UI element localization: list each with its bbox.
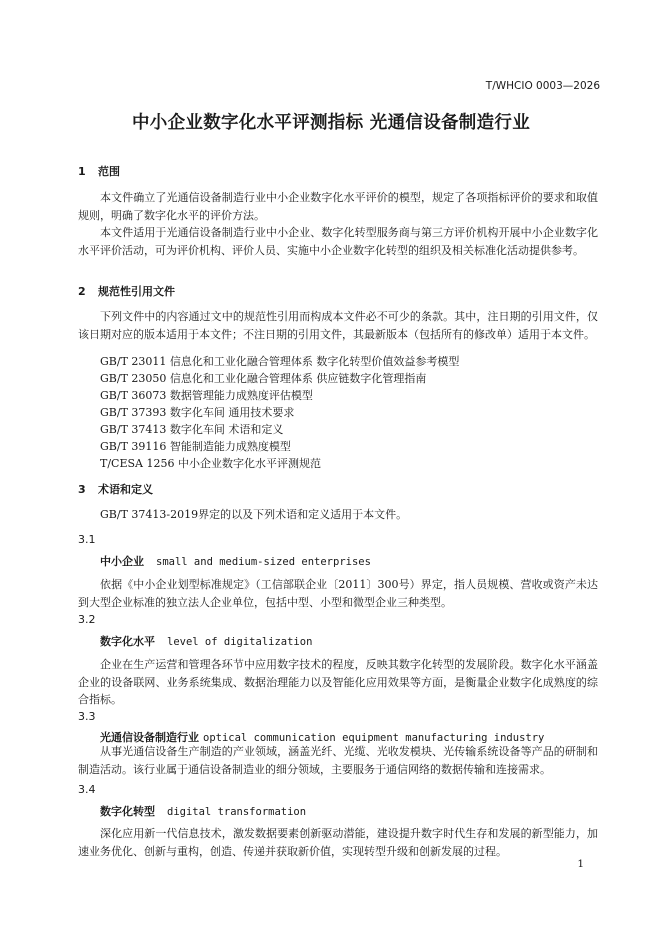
section-1-heading xyxy=(78,163,120,179)
term-number: 3.4 xyxy=(78,783,96,796)
term-heading xyxy=(100,553,371,569)
term-en: digital transformation xyxy=(167,806,307,818)
term-en: small and medium-sized enterprises xyxy=(156,556,371,568)
section-2-paragraph-1: 下列文件中的内容通过文中的规范性引用而构成本文件必不可少的条款。其中，注日期的引用文件，仅该日期对应的版本适用于本文件；不注日期的引用文件，其最新版本（包括所有的修改单）适用于本文件。 xyxy=(78,310,598,341)
section-3-title: 术语和定义 xyxy=(98,483,153,496)
term-number: 3.1 xyxy=(78,533,96,546)
term-definition: 从事光通信设备生产制造的产业领域，涵盖光纤、光缆、光收发模块、光传输系统设备等产品的研制和制造活动。该行业属于通信设备制造业的细分领域，主要服务于通信网络的数据传输和连接需求。 xyxy=(78,745,598,776)
section-3-heading xyxy=(78,481,153,497)
section-3-number: 3 xyxy=(78,483,86,496)
section-1-number: 1 xyxy=(78,165,86,178)
section-2-heading xyxy=(78,283,175,299)
page-title: 中小企业数字化水平评测指标 光通信设备制造行业 xyxy=(132,113,530,133)
term-zh: 中小企业 xyxy=(100,555,144,568)
section-2-title: 规范性引用文件 xyxy=(98,285,175,298)
section-1-paragraph-2: 本文件适用于光通信设备制造行业中小企业、数字化转型服务商与第三方评价机构开展中小企业数字化水平评价活动，可为评价机构、评价人员、实施中小企业数字化转型的组织及相关标准化活动提供参考。 xyxy=(78,226,598,257)
term-definition: 依据《中小企业划型标准规定》（工信部联企业〔2011〕300号）界定，指人员规模、营收或资产未达到大型企业标准的独立法人企业单位，包括中型、小型和微型企业三种类型。 xyxy=(78,578,598,609)
term-heading xyxy=(100,803,306,819)
term-en: level of digitalization xyxy=(167,636,313,648)
page-number: 1 xyxy=(577,858,584,870)
reference-item: GB/T 23050 信息化和工业化融合管理体系 供应链数字化管理指南 xyxy=(100,372,427,385)
term-definition: 企业在生产运营和管理各环节中应用数字技术的程度，反映其数字化转型的发展阶段。数字化水平涵盖企业的设备联网、业务系统集成、数据治理能力以及智能化应用效果等方面，是衡量企业数字化成熟度的综合指标。 xyxy=(78,658,598,706)
document-number: T/WHCIO 0003—2026 xyxy=(485,80,600,92)
reference-item: GB/T 37393 数字化车间 通用技术要求 xyxy=(100,406,295,419)
reference-item: GB/T 39116 智能制造能力成熟度模型 xyxy=(100,440,291,453)
reference-item: GB/T 23011 信息化和工业化融合管理体系 数字化转型价值效益参考模型 xyxy=(100,355,460,368)
term-zh: 数字化水平 xyxy=(100,635,155,648)
reference-item: GB/T 37413 数字化车间 术语和定义 xyxy=(100,423,284,436)
term-en: optical communication equipment manufacturing industry xyxy=(203,732,545,744)
term-number: 3.2 xyxy=(78,613,96,626)
term-zh: 数字化转型 xyxy=(100,805,155,818)
term-definition: 深化应用新一代信息技术，激发数据要素创新驱动潜能，建设提升数字时代生存和发展的新型能力，加速业务优化、创新与重构，创造、传递并获取新价值，实现转型升级和创新发展的过程。 xyxy=(78,827,598,858)
term-heading xyxy=(100,633,312,649)
section-2-number: 2 xyxy=(78,285,86,298)
reference-item: GB/T 36073 数据管理能力成熟度评估模型 xyxy=(100,389,313,402)
term-number: 3.3 xyxy=(78,710,96,723)
term-zh: 光通信设备制造行业 xyxy=(100,731,199,744)
section-1-paragraph-1: 本文件确立了光通信设备制造行业中小企业数字化水平评价的模型，规定了各项指标评价的要求和取值规则，明确了数字化水平的评价方法。 xyxy=(78,191,598,222)
reference-item: T/CESA 1256 中小企业数字化水平评测规范 xyxy=(100,457,321,470)
section-1-title: 范围 xyxy=(98,165,120,178)
section-3-intro: GB/T 37413-2019界定的以及下列术语和定义适用于本文件。 xyxy=(100,508,408,521)
